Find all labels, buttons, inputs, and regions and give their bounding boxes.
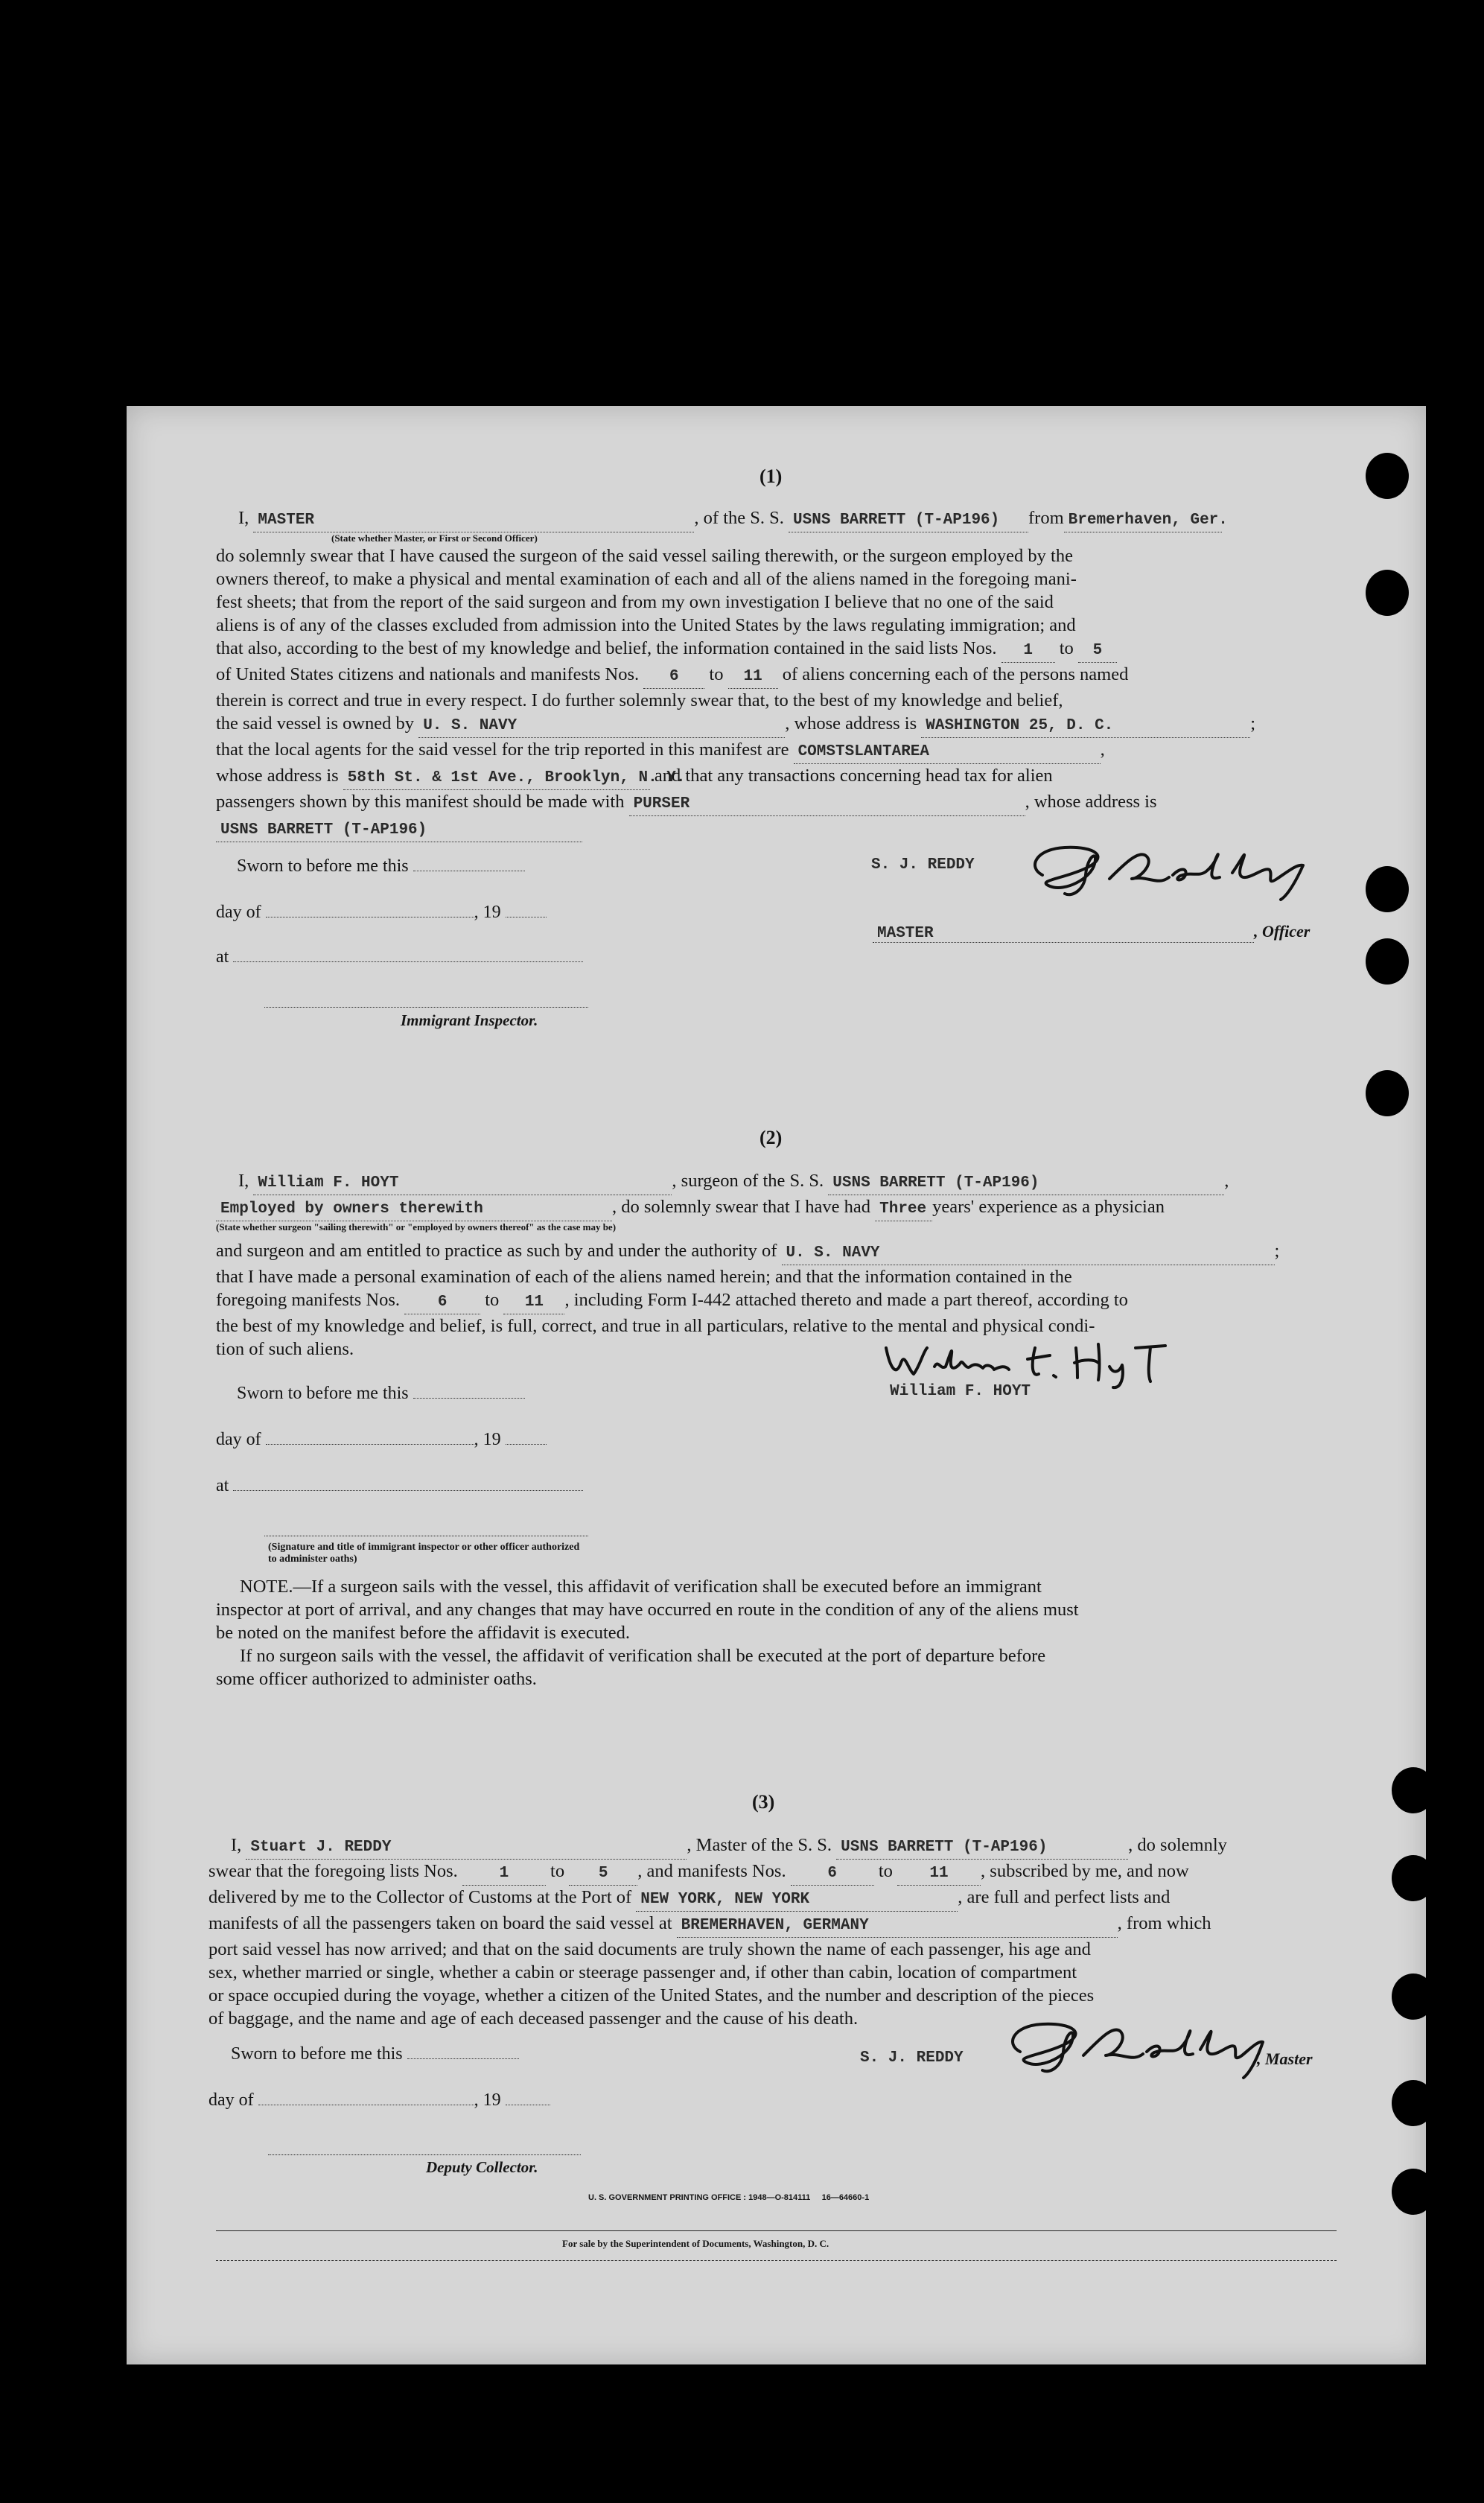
departure-field: Bremerhaven, Ger. bbox=[1064, 509, 1222, 532]
employment-caption: (State whether surgeon "sailing therewith" or "employed by owners thereof" as the case may be) bbox=[216, 1221, 617, 1233]
at-line: at bbox=[216, 947, 583, 967]
section1-paragraph: I, MASTER , of the S. S. USNS BARRETT (T-AP196) from Bremerhaven, Ger. (State whether Master, or First or Second Officer) do solemnly swear that I have caused the surgeon of the said vessel sailing therewith, or the surgeon employed by the owners thereof, to make a physical and mental examination of each and all of the aliens named in the foregoing mani- fest sheets; that from the report of the said surgeon and from my own investigation I believe that no one of the said aliens is of any of the classes excluded from admission into the United States by the laws regulating immigration; and that also, according to the best of my knowledge and belief, the information contained in the said lists Nos. 1 to 5 of United States citizens and nationals and manifests Nos. 6 to 11 of aliens concerning each of the persons named therein is correct and true in every respect. I do further solemnly swear that, to the best of my knowledge and belief, the said vessel is owned by U. S. NAVY , whose address is WASHINGTON 25, D. C. ; that the local agents for the said vessel for the trip reported in this manifest are COMSTSLANTAREA , whose address is 58th St. & 1st Ave., Brooklyn, N. Y. and that any transactions concerning head tax for alien passengers shown by this manifest should be made with PURSER , whose address is USNS BARRETT (T-AP196) bbox=[216, 506, 1337, 842]
punch-hole bbox=[1366, 453, 1409, 499]
officer-rank-field: MASTER bbox=[873, 925, 1254, 943]
ship-name-field: USNS BARRETT (T-AP196) bbox=[789, 509, 1028, 532]
inspector-caption: Immigrant Inspector. bbox=[401, 1011, 538, 1029]
departure-port-field: BREMERHAVEN, GERMANY bbox=[677, 1914, 1118, 1938]
note-paragraph: NOTE.—If a surgeon sails with the vessel, this affidavit of verification shall be executed before an immigrant inspector at port of arrival, and any changes that may have occurred en route in the condition of any of the aliens must be noted on the manifest before the affidavit is executed. If no surgeon sails with the vessel, the affidavit of verification shall be executed at the port of departure before some officer authorized to administer oaths. bbox=[216, 1577, 1079, 1689]
section-number: (1) bbox=[759, 465, 783, 487]
officer-line: MASTER , Officer bbox=[873, 922, 1310, 943]
arrival-port-field: NEW YORK, NEW YORK bbox=[636, 1888, 958, 1912]
typed-signature: S. J. REDDY bbox=[871, 856, 975, 874]
lists-from-field: 1 bbox=[1001, 639, 1055, 663]
years-field: Three bbox=[875, 1198, 932, 1221]
punch-hole bbox=[1366, 1070, 1409, 1116]
typed-signature: William F. HOYT bbox=[890, 1383, 1031, 1400]
punch-hole bbox=[1392, 1767, 1435, 1813]
master-caption: , Master bbox=[1257, 2049, 1313, 2068]
lists-from-field: 1 bbox=[462, 1862, 546, 1886]
punch-hole bbox=[1392, 1855, 1435, 1901]
inspector-signature-line bbox=[264, 1007, 588, 1008]
purser-address-field: USNS BARRETT (T-AP196) bbox=[216, 818, 582, 842]
day-of-line: day of , 19 bbox=[208, 2090, 550, 2111]
at-line: at bbox=[216, 1476, 583, 1496]
handwritten-signature bbox=[882, 1337, 1195, 1389]
ship-name-field: USNS BARRETT (T-AP196) bbox=[836, 1836, 1128, 1860]
agents-field: COMSTSLANTAREA bbox=[794, 740, 1101, 764]
rank-caption: (State whether Master, or First or Second Officer) bbox=[331, 532, 538, 544]
owner-field: U. S. NAVY bbox=[418, 714, 785, 738]
day-of-line: day of , 19 bbox=[216, 903, 547, 923]
collector-caption: Deputy Collector. bbox=[426, 2158, 538, 2176]
section-number: (2) bbox=[759, 1127, 783, 1148]
punch-hole bbox=[1392, 2080, 1435, 2126]
manifests-to-field: 11 bbox=[728, 665, 778, 689]
sworn-line: Sworn to before me this bbox=[237, 856, 525, 877]
manifests-from-field: 6 bbox=[643, 665, 704, 689]
collector-signature-line bbox=[268, 2154, 581, 2155]
handwritten-signature bbox=[998, 2011, 1266, 2081]
punch-hole bbox=[1392, 1974, 1435, 2020]
punch-hole bbox=[1366, 938, 1409, 985]
rank-field: MASTER bbox=[253, 509, 694, 532]
owner-address-field: WASHINGTON 25, D. C. bbox=[921, 714, 1250, 738]
lists-to-field: 5 bbox=[569, 1862, 637, 1886]
section3-paragraph: I, Stuart J. REDDY , Master of the S. S. USNS BARRETT (T-AP196) , do solemnly swear that the foregoing lists Nos. 1 to 5 , and manifests Nos. 6 to 11 , subscribed by me, and now delivered by me to the Collector of Customs at the Port of NEW YORK, NEW YORK , are full and perfect lists and manifests of all the passengers taken on board the said vessel at BREMERHAVEN, GERMANY , from which port said vessel has now arrived; and that on the said documents are truly shown the name of each passenger, his age and sex, whether married or single, whether a cabin or steerage passenger and, if other than cabin, location of compartment or space occupied during the voyage, whether a citizen of the United States, and the number and description of the pieces of baggage, and the name and age of each deceased passenger and the cause of his death. bbox=[208, 1835, 1227, 2029]
ship-name-field: USNS BARRETT (T-AP196) bbox=[828, 1171, 1224, 1195]
sworn-line: Sworn to before me this bbox=[237, 1384, 525, 1404]
footer-rule-bottom bbox=[216, 2260, 1337, 2261]
handwritten-signature bbox=[1020, 834, 1333, 901]
agents-address-field: 58th St. & 1st Ave., Brooklyn, N. Y. bbox=[343, 766, 650, 790]
punch-hole bbox=[1366, 570, 1409, 616]
authority-field: U. S. NAVY bbox=[782, 1241, 1275, 1265]
printing-office-line: U. S. GOVERNMENT PRINTING OFFICE : 1948—O-814111 16—64660-1 bbox=[588, 2193, 870, 2202]
employment-field: Employed by owners therewith bbox=[216, 1198, 612, 1221]
surgeon-name-field: William F. HOYT bbox=[253, 1171, 672, 1195]
purser-field: PURSER bbox=[629, 792, 1025, 816]
footer-rule bbox=[216, 2230, 1337, 2231]
officer-caption: (Signature and title of immigrant inspector or other officer authorized to administer oaths) bbox=[268, 1542, 580, 1565]
manifests-from-field: 6 bbox=[791, 1862, 874, 1886]
manifests-to-field: 11 bbox=[503, 1291, 564, 1314]
day-of-line: day of , 19 bbox=[216, 1430, 547, 1450]
master-name-field: Stuart J. REDDY bbox=[246, 1836, 687, 1860]
section2-paragraph: I, William F. HOYT , surgeon of the S. S. USNS BARRETT (T-AP196) , Employed by owners therewith , do solemnly swear that I have had Three years' experience as a physician (State whether surgeon "sailing therewith" or "employed by owners thereof" as the case may be) and surgeon and am entitled to practice as such by and under the authority of U. S. NAVY ; that I have made a personal examination of each of the aliens named herein; and that the information contained in the foregoing manifests Nos. 6 to 11 , including Form I-442 attached thereto and made a part thereof, according to the best of my knowledge and belief, is full, correct, and true in all particulars, relative to the mental and physical condi- tion of such aliens. bbox=[216, 1169, 1337, 1361]
typed-signature: S. J. REDDY bbox=[860, 2049, 964, 2067]
sworn-line: Sworn to before me this bbox=[231, 2044, 519, 2064]
section-number: (3) bbox=[752, 1791, 775, 1813]
manifests-to-field: 11 bbox=[897, 1862, 981, 1886]
manifests-from-field: 6 bbox=[404, 1291, 480, 1314]
punch-hole bbox=[1366, 866, 1409, 912]
lists-to-field: 5 bbox=[1078, 639, 1117, 663]
sale-notice: For sale by the Superintendent of Documents, Washington, D. C. bbox=[562, 2238, 829, 2249]
punch-hole bbox=[1392, 2169, 1435, 2215]
